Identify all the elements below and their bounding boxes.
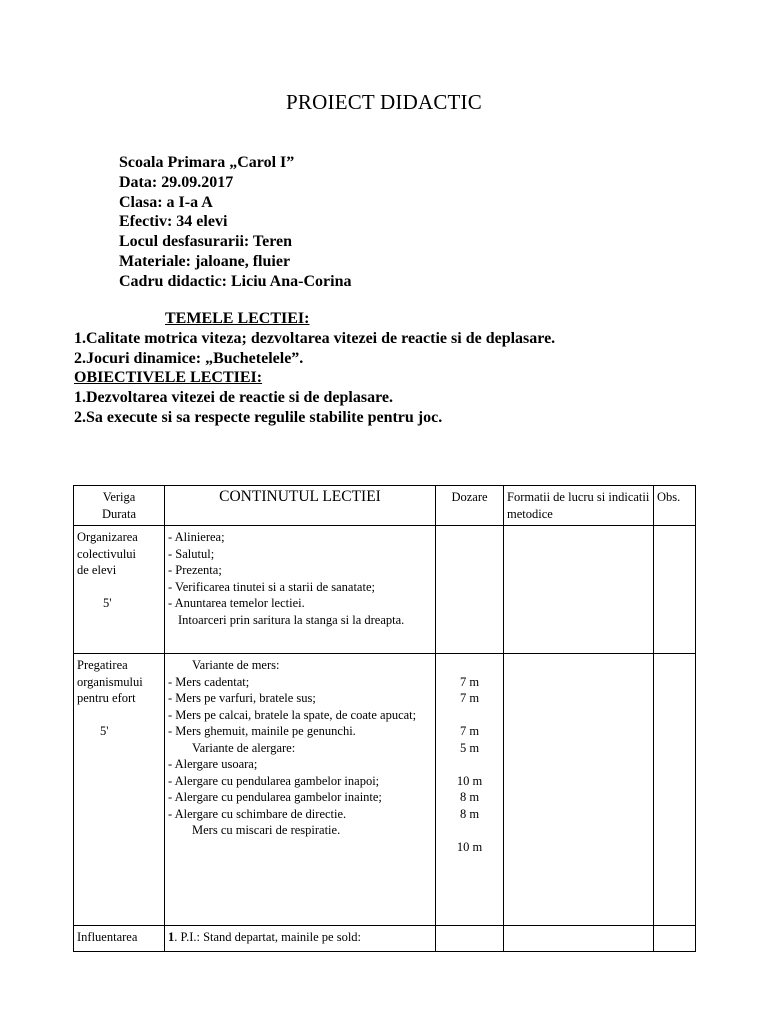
header-durata: Durata (101, 506, 136, 521)
content-line: - Mers cadentat; (168, 674, 250, 689)
row-content (165, 526, 436, 654)
content-line: - Alinierea; (168, 530, 225, 544)
content-line: - Alergare usoara; (168, 757, 258, 771)
table-row (74, 526, 696, 654)
header-formations: Formatii de lucru si indicatii metodice (504, 486, 654, 526)
veriga-line: colectivului (77, 546, 137, 561)
theme-item: 2.Jocuri dinamice: „Buchetelele”. (74, 349, 304, 367)
objective-item: 1.Dezvoltarea vitezei de reactie si de deplasare. (74, 389, 394, 407)
content-line: - Anuntarea temelor lectiei. (168, 596, 305, 610)
content-line: Variante de mers: (192, 658, 280, 672)
header-dozare: Dozare (436, 486, 504, 526)
veriga-line: Organizarea (77, 530, 138, 544)
header-content: CONTINUTUL LECTIEI (165, 486, 436, 526)
row-dozare (436, 926, 504, 952)
row-formations (504, 526, 654, 654)
row-obs (654, 526, 696, 654)
class-name: Clasa: a I-a A (119, 193, 213, 211)
content-line: Mers cu miscari de respiratie. (192, 823, 341, 837)
dozare-value: 5 m (459, 740, 480, 755)
lesson-location: Locul desfasurarii: Teren (119, 233, 293, 251)
veriga-line: pentru efort (77, 691, 136, 705)
header-veriga: Veriga (102, 490, 136, 504)
table-row (74, 926, 696, 952)
table-row (74, 654, 696, 926)
school-name: Scoala Primara „Carol I” (119, 154, 295, 171)
objective-item: 2.Sa execute si sa respecte regulile stabilite pentru joc. (74, 408, 443, 426)
lesson-materials: Materiale: jaloane, fluier (119, 252, 291, 270)
veriga-line: Pregatirea (77, 658, 128, 672)
row-durata: 5' (100, 723, 109, 738)
veriga-line: de elevi (77, 563, 117, 577)
row-durata: 5' (103, 595, 112, 610)
exercise-text: . P.I.: Stand departat, mainile pe sold: (174, 930, 362, 944)
objectives-heading: OBIECTIVELE LECTIEI: (74, 369, 263, 387)
row-content (165, 654, 436, 926)
content-line: - Alergare cu schimbare de directie. (168, 806, 347, 821)
teacher-name: Cadru didactic: Liciu Ana-Corina (119, 272, 352, 290)
table-header-row (74, 486, 696, 526)
row-obs (654, 926, 696, 952)
row-obs (654, 654, 696, 926)
row-dozare (436, 526, 504, 654)
exercise-number: 1 (168, 930, 175, 944)
row-content (165, 926, 436, 952)
content-line: - Alergare cu pendularea gambelor inapoi; (168, 773, 380, 788)
content-line: - Verificarea tinutei si a starii de sanatate; (168, 579, 375, 594)
content-line: - Mers pe calcai, bratele la spate, de coate apucat; (168, 707, 417, 722)
content-line: - Alergare cu pendularea gambelor inainte; (168, 790, 382, 804)
content-line: - Prezenta; (168, 563, 222, 577)
header-obs: Obs. (654, 486, 696, 526)
row-veriga (74, 526, 165, 654)
header-veriga-durata (74, 486, 165, 526)
veriga-line: organismului (77, 674, 143, 689)
dozare-value: 7 m (459, 724, 480, 738)
row-veriga (74, 654, 165, 926)
content-line: Intoarceri prin saritura la stanga si la dreapta. (178, 612, 405, 627)
dozare-value: 7 m (459, 674, 480, 689)
row-formations (504, 654, 654, 926)
dozare-value: 7 m (459, 691, 480, 705)
row-formations (504, 926, 654, 952)
dozare-value: 10 m (456, 773, 483, 788)
student-count: Efectiv: 34 elevi (119, 213, 228, 231)
content-line: - Mers pe varfuri, bratele sus; (168, 691, 316, 705)
document-title: PROIECT DIDACTIC (286, 90, 482, 114)
lesson-date: Data: 29.09.2017 (119, 173, 234, 191)
lesson-themes-objectives (74, 309, 555, 428)
dozare-value: 8 m (459, 806, 480, 821)
theme-item: 1.Calitate motrica viteza; dezvoltarea vitezei de reactie si de deplasare. (74, 329, 556, 347)
dozare-value: 8 m (459, 790, 480, 804)
dozare-value: 10 m (456, 839, 483, 854)
row-veriga: Influentarea (74, 926, 165, 952)
content-line: - Mers ghemuit, mainile pe genunchi. (168, 724, 356, 738)
content-line: - Salutul; (168, 546, 215, 561)
lesson-info (119, 153, 351, 292)
content-line: Variante de alergare: (192, 740, 296, 755)
themes-heading: TEMELE LECTIEI: (165, 310, 310, 327)
row-dozare (436, 654, 504, 926)
lesson-plan-table (73, 485, 696, 952)
